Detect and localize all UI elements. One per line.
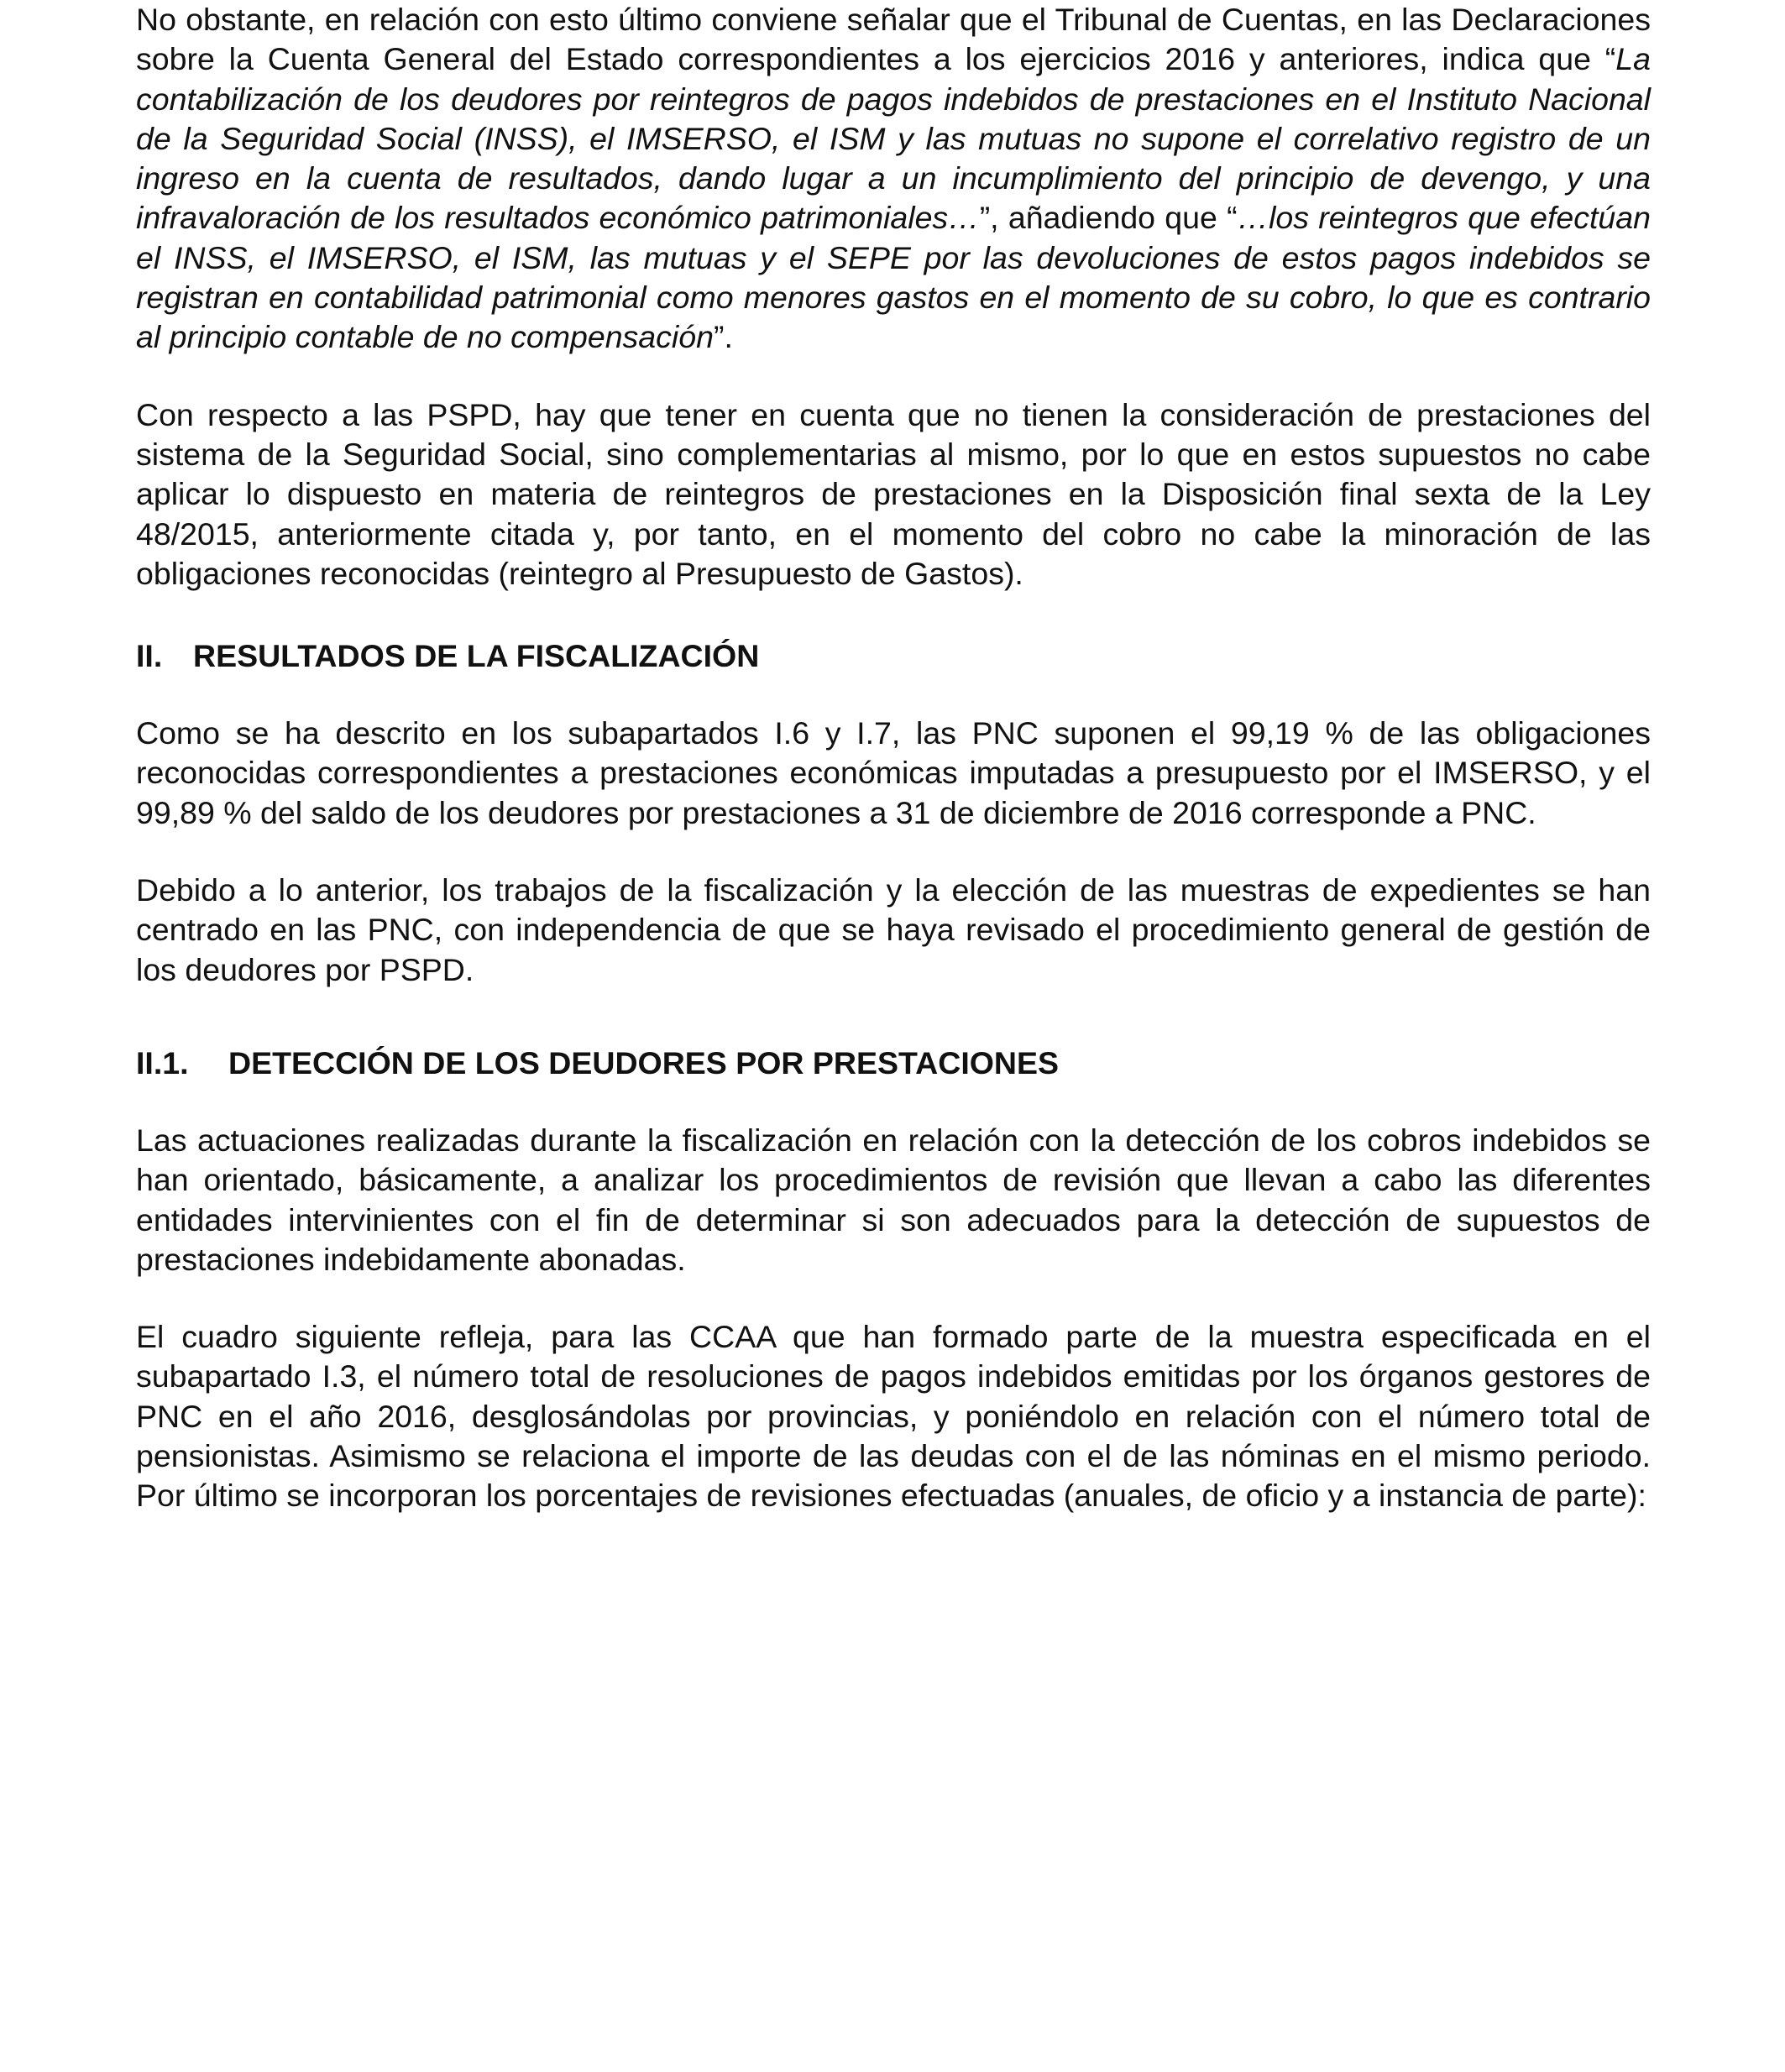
paragraph-pnc-percentages: Como se ha descrito en los subapartados I.6 y I.7, las PNC suponen el 99,19 % de las obligaciones reconocidas correspondientes a prestaciones económicas imputadas a presupuesto por el IMSERSO, y el 99,89 % del saldo de los deudores por prestaciones a 31 de diciembre de 2016 corresponde a PNC. <box>136 715 1651 830</box>
paragraph-cuadro-siguiente: El cuadro siguiente refleja, para las CCAA que han formado parte de la muestra especificada en el subapartado I.3, el número total de resoluciones de pagos indebidos emitidas por los órganos gestores de PNC en el año 2016, desglosándolas por provincias, y poniéndolo en relación con el número total de pensionistas. Asimismo se relaciona el importe de las deudas con el de las nóminas en el mismo periodo. Por último se incorporan los porcentajes de revisiones efectuadas (anuales, de oficio y a instancia de parte): <box>136 1319 1651 1514</box>
section-title: RESULTADOS DE LA FISCALIZACIÓN <box>193 638 760 674</box>
quote-text: …los reintegros que efectúan el INSS, el IMSERSO, el ISM, las mutuas y el SEPE por las devoluciones de estos pagos indebidos se registran en contabilidad patrimonial como menores gastos en el momento de su cobro, lo que es contrario al principio contable de no compensación <box>136 200 1651 355</box>
quote-text: La contabilización de los deudores por reintegros de pagos indebidos de prestaciones en el Instituto Nacional de la Seguridad Social (INSS), el IMSERSO, el ISM y las mutuas no supone el correlativo registro de un ingreso en la cuenta de resultados, dando lugar a un incumplimiento del principio de devengo, y una infravaloración de los resultados económico patrimoniales… <box>136 41 1651 236</box>
paragraph-text: ”. <box>713 319 733 355</box>
paragraph-text: ”, añadiendo que “ <box>979 200 1238 236</box>
paragraph-text: No obstante, en relación con esto último conviene señalar que el Tribunal de Cuentas, en las Declaraciones sobre la Cuenta General del Estado correspondientes a los ejercicios 2016 y anteriores, indica que “ <box>136 2 1651 77</box>
paragraph-tribunal-cuentas <box>136 0 1651 358</box>
paragraph-muestras: Debido a lo anterior, los trabajos de la fiscalización y la elección de las muestras de expedientes se han centrado en las PNC, con independencia de que se haya revisado el procedimiento general de gestión de los deudores por PSPD. <box>136 872 1651 987</box>
document-page <box>136 0 1651 1516</box>
section-heading-deteccion <box>136 1044 1651 1083</box>
section-number: II.1. <box>136 1044 189 1080</box>
paragraph-actuaciones: Las actuaciones realizadas durante la fiscalización en relación con la detección de los cobros indebidos se han orientado, básicamente, a analizar los procedimientos de revisión que llevan a cabo las diferentes entidades intervinientes con el fin de determinar si son adecuados para la detección de supuestos de prestaciones indebidamente abonadas. <box>136 1122 1651 1277</box>
section-title: DETECCIÓN DE LOS DEUDORES POR PRESTACIONES <box>228 1044 1060 1080</box>
paragraph-pspd: Con respecto a las PSPD, hay que tener en cuenta que no tienen la consideración de prestaciones del sistema de la Seguridad Social, sino complementarias al mismo, por lo que en estos supuestos no cabe aplicar lo dispuesto en materia de reintegros de prestaciones en la Disposición final sexta de la Ley 48/2015, anteriormente citada y, por tanto, en el momento del cobro no cabe la minoración de las obligaciones reconocidas (reintegro al Presupuesto de Gastos). <box>136 396 1651 591</box>
section-heading-resultados <box>136 636 1651 676</box>
section-number: II. <box>136 638 163 674</box>
